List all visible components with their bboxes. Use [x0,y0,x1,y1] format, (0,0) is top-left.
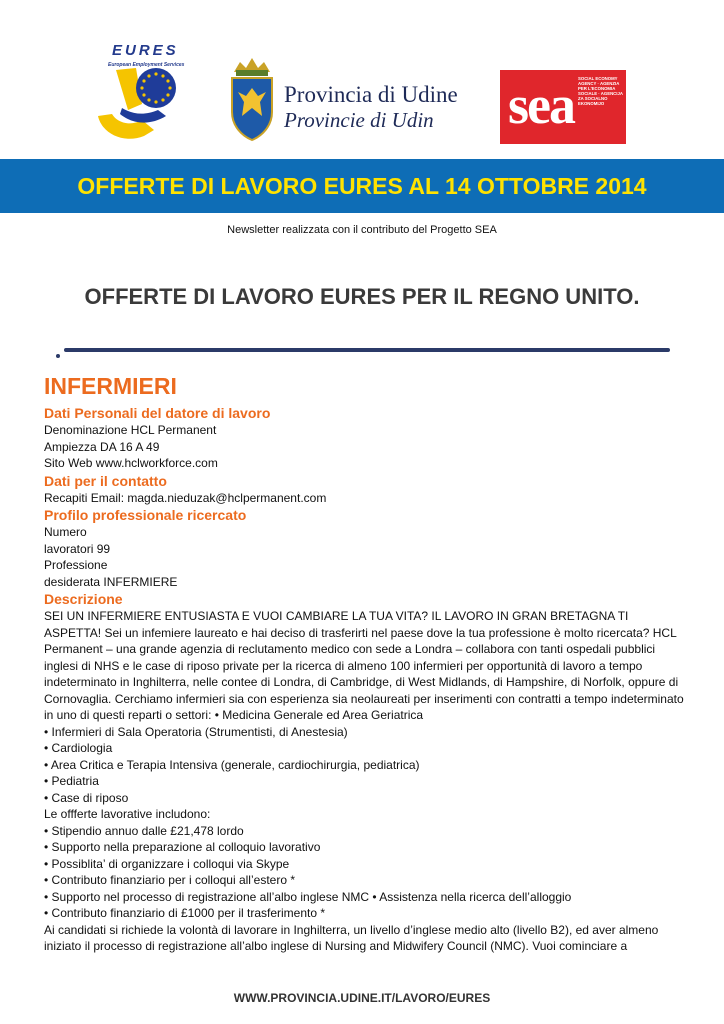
employer-name: Denominazione HCL Permanent [44,423,217,437]
employer-heading: Dati Personali del datore di lavoro [44,405,271,421]
employer-size: Ampiezza DA 16 A 49 [44,439,160,454]
udine-crest-icon [226,56,278,146]
job-title: INFERMIERI [44,373,177,399]
title-banner [0,159,724,213]
sea-logo-word: sea [508,75,574,135]
banner-title: OFFERTE DI LAVORO EURES AL 14 OTTOBRE 2014 [77,173,647,199]
area-item: • Case di riposo [44,790,129,805]
area-item: • Area Critica e Terapia Intensiva (generale, cardiochirurgia, pediatrica) [44,757,420,772]
description-closing: Ai candidati si richiede la volontà di lavorare in Inghilterra, un livello d’inglese medio alto (livello B2), ed aver almeno iniziato il processo di registrazione all’albo inglese di Nursing and Midwifery Council (NMC). Vuoi cominciare a [44,922,659,953]
description-intro: SEI UN INFERMIERE ENTUSIASTA E VUOI CAMBIARE LA TUA VITA? IL LAVORO IN GRAN BRETAGNA TI ASPETTA! Sei un infemiere laureato e hai deciso di trasferirti nel paese dove la tua professione è molto ricercata? HCL Permanent – una grande agenzia di reclutamento medico con sede a Londra – collabora con tanti ospedali pubblici inglesi di NHS e le case di riposo private per la ricerca di almeno 100 infermieri per opportunità di lavoro a tempo indeterminato in Inghilterra, nelle contee di Londra, di Cambridge, di West Midlands, di Hampshire, di Norfolk, oppure di Cornovaglia. Cerchiamo infermieri sia con esperienza sia neolaureati per inserimenti con contratti a tempo indeterminato in uno di questi reparti o settori: • Medicina Generale ed Area Geriatrica [44,609,684,722]
province-name: Provincia di Udine [284,82,458,107]
footer-url[interactable]: WWW.PROVINCIA.UDINE.IT/LAVORO/EURES [233,991,491,1005]
contact-email: Recapiti Email: magda.nieduzak@hclpermanent.com [44,490,327,505]
offer-item: • Contributo finanziario di £1000 per il trasferimento * [44,906,326,920]
province-name-friulian: Provincie di Udin [284,108,434,132]
page-header [0,36,724,148]
sea-logo [500,70,626,144]
area-item: • Infermieri di Sala Operatoria (Strumentisti, di Anestesia) [44,724,348,739]
eures-logo-word: EURES [112,42,179,59]
area-item: • Pediatria [44,774,99,788]
profile-line: lavoratori 99 [44,541,111,556]
section-divider [64,348,670,352]
area-item: • Cardiologia [44,741,113,755]
provincia-udine-logo [226,56,466,152]
description-heading: Descrizione [44,591,123,607]
eures-logo-subtitle: European Employment Services [108,62,185,68]
profile-line: Professione [44,558,108,572]
profile-line: desiderata INFERMIERE [44,574,178,589]
eures-hand-icon [92,64,188,146]
offer-item: • Contributo finanziario per i colloqui all’estero * [44,873,295,887]
offers-intro: Le offferte lavorative includono: [44,807,211,821]
offer-item: • Supporto nella preparazione al colloquio lavorativo [44,840,321,854]
contact-heading: Dati per il contatto [44,472,167,489]
offer-item: • Supporto nel processo di registrazione all’albo inglese NMC • Assistenza nella ricerca dell’alloggio [44,889,572,904]
job-offer [44,372,684,955]
profile-line: Numero [44,525,87,539]
profile-heading: Profilo professionale ricercato [44,507,247,523]
section-title: OFFERTE DI LAVORO EURES PER IL REGNO UNITO. [84,284,640,309]
offer-item: • Possiblita’ di organizzare i colloqui via Skype [44,856,290,871]
newsletter-note: Newsletter realizzata con il contributo del Progetto SEA [227,224,497,236]
rule-dot [56,354,60,358]
sea-logo-text: SOCIAL ECONOMY AGENCY · AGENZIA PER L'ECONOMIA SOCIALE · AGENCIJA ZA SOCIALNO EKONOMIJO [578,76,623,106]
eures-logo [92,42,188,146]
offer-item: • Stipendio annuo dalle £21,478 lordo [44,823,244,838]
employer-website: Sito Web www.hclworkforce.com [44,456,218,470]
